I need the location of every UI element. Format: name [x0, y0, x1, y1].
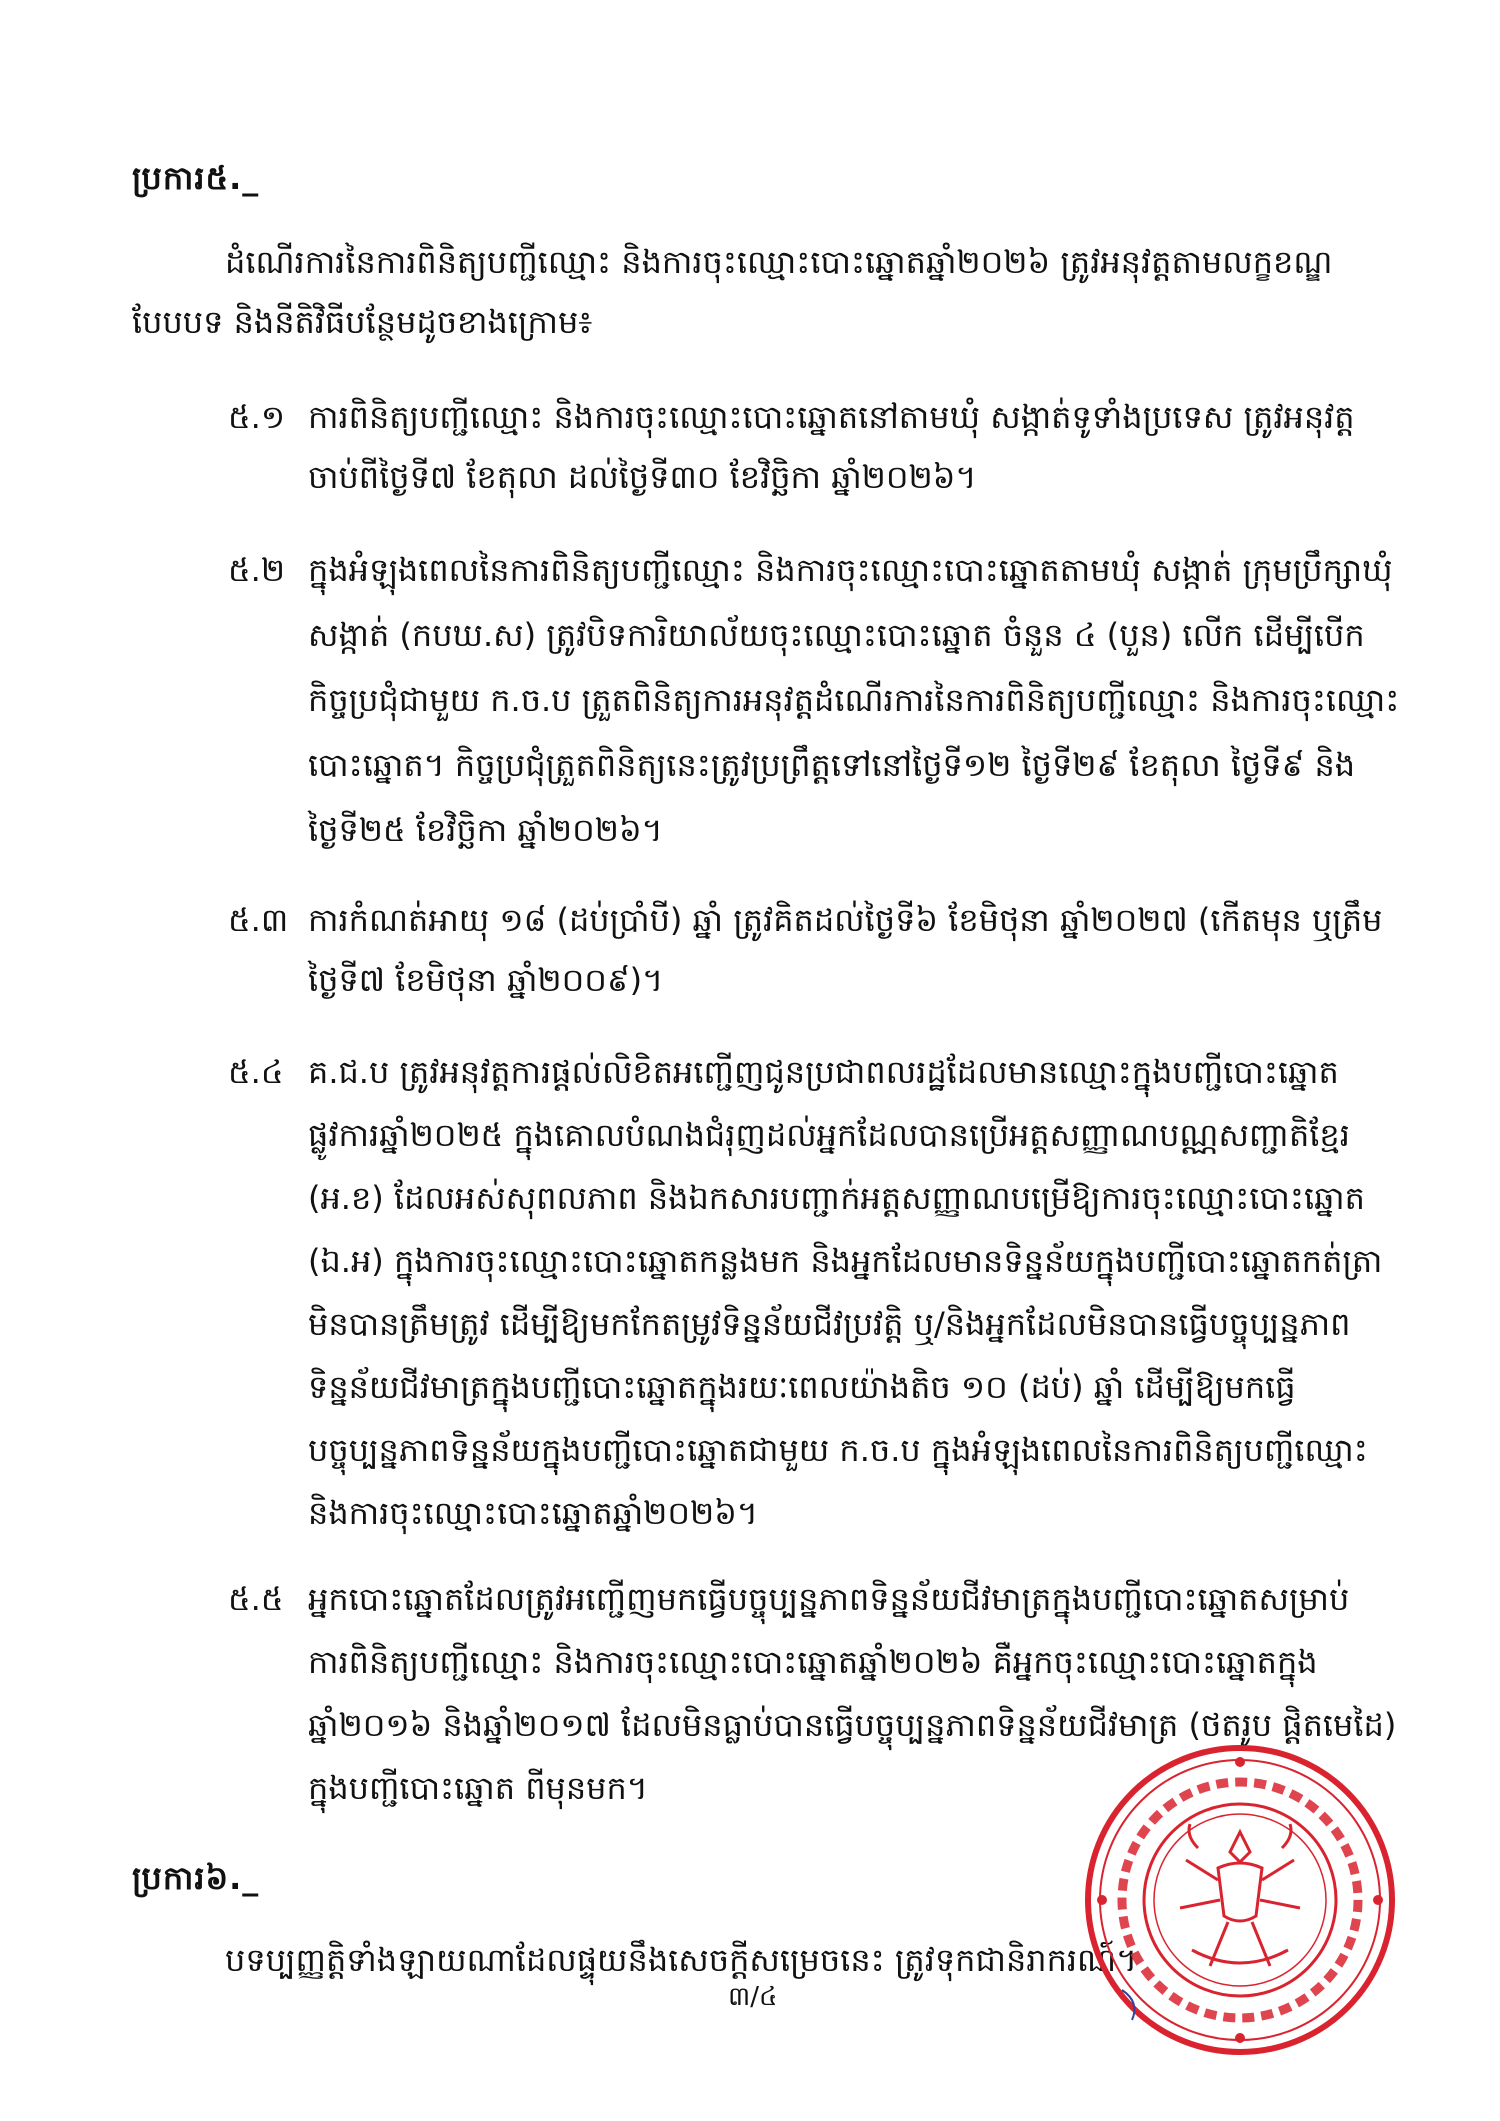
item-number-5-3: ៥.៣ — [228, 901, 289, 939]
item-5-2-line-4: បោះឆ្នោត។ កិច្ចប្រជុំត្រួតពិនិត្យនេះត្រូវប្រព្រឹត្តទៅនៅថ្ងៃទី១២ ថ្ងៃទី២៩ ខែតុលា ថ្ងៃទី៩ និង — [308, 746, 1356, 784]
item-5-4-line-8: និងការចុះឈ្មោះបោះឆ្នោតឆ្នាំ២០២៦។ — [308, 1494, 758, 1532]
item-5-4-line-6: ទិន្នន័យជីវមាត្រក្នុងបញ្ជីបោះឆ្នោតក្នុងរយៈពេលយ៉ាងតិច ១០ (ដប់) ឆ្នាំ ដើម្បីឱ្យមកធ្វើ — [308, 1368, 1296, 1406]
item-5-2-line-1: ក្នុងអំឡុងពេលនៃការពិនិត្យបញ្ជីឈ្មោះ និងការចុះឈ្មោះបោះឆ្នោតតាមឃុំ សង្កាត់ ក្រុមប្រឹក្សាឃុំ — [308, 551, 1393, 589]
item-5-4-line-1: គ.ជ.ប ត្រូវអនុវត្តការផ្តល់លិខិតអញ្ជើញជូនប្រជាពលរដ្ឋដែលមានឈ្មោះក្នុងបញ្ជីបោះឆ្នោត — [308, 1053, 1339, 1091]
item-5-2-line-3: កិច្ចប្រជុំជាមួយ ក.ច.ប ត្រួតពិនិត្យការអនុវត្តដំណើរការនៃការពិនិត្យបញ្ជីឈ្មោះ និងការចុះឈ្មោះ — [308, 681, 1400, 719]
item-5-1-line-2: ចាប់ពីថ្ងៃទី៧ ខែតុលា ដល់ថ្ងៃទី៣០ ខែវិច្ឆិកា ឆ្នាំ២០២៦។ — [308, 458, 977, 496]
item-5-4-line-3: (អ.ខ) ដែលអស់សុពលភាព និងឯកសារបញ្ជាក់អត្តសញ្ញាណបម្រើឱ្យការចុះឈ្មោះបោះឆ្នោត — [308, 1179, 1365, 1217]
item-5-1-line-1: ការពិនិត្យបញ្ជីឈ្មោះ និងការចុះឈ្មោះបោះឆ្នោតនៅតាមឃុំ សង្កាត់ទូទាំងប្រទេស ត្រូវអនុវត្ត — [308, 398, 1355, 436]
article-6-text: បទប្បញ្ញត្តិទាំងឡាយណាដែលផ្ទុយនឹងសេចក្តីសម្រេចនេះ ត្រូវទុកជានិរាករណ៍។ — [225, 1941, 1138, 1979]
article-6-title: ប្រការ៦._ — [132, 1859, 260, 1897]
item-5-5-line-1: អ្នកបោះឆ្នោតដែលត្រូវអញ្ជើញមកធ្វើបច្ចុប្បន្នភាពទិន្នន័យជីវមាត្រក្នុងបញ្ជីបោះឆ្នោតសម្រាប់ — [308, 1580, 1350, 1618]
item-number-5-4: ៥.៤ — [228, 1053, 284, 1091]
article-5-title: ប្រការ៥._ — [132, 159, 260, 197]
item-5-5-line-4: ក្នុងបញ្ជីបោះឆ្នោត ពីមុនមក។ — [308, 1769, 648, 1807]
item-5-5-line-3: ឆ្នាំ២០១៦ និងឆ្នាំ២០១៧ ដែលមិនធ្លាប់បានធ្វើបច្ចុប្បន្នភាពទិន្នន័យជីវមាត្រ (ថតរូប ផ្តិតមេដៃ) — [308, 1706, 1397, 1744]
article-5-intro-line-2: បែបបទ និងនីតិវិធីបន្ថែមដូចខាងក្រោម៖ — [132, 303, 593, 341]
item-5-4-line-2: ផ្លូវការឆ្នាំ២០២៥ ក្នុងគោលបំណងជំរុញដល់អ្នកដែលបានប្រើអត្តសញ្ញាណបណ្ណសញ្ជាតិខ្មែរ — [308, 1116, 1350, 1154]
item-5-2-line-2: សង្កាត់ (កបឃ.ស) ត្រូវបិទការិយាល័យចុះឈ្មោះបោះឆ្នោត ចំនួន ៤ (បួន) លើក ដើម្បីបើក — [308, 616, 1365, 654]
item-number-5-5: ៥.៥ — [228, 1580, 284, 1618]
page-number: ៣/៤ — [728, 1982, 778, 2012]
item-5-4-line-7: បច្ចុប្បន្នភាពទិន្នន័យក្នុងបញ្ជីបោះឆ្នោតជាមួយ ក.ច.ប ក្នុងអំឡុងពេលនៃការពិនិត្យបញ្ជីឈ្មោះ — [308, 1431, 1368, 1469]
item-5-3-line-2: ថ្ងៃទី៧ ខែមិថុនា ឆ្នាំ២០០៩)។ — [308, 961, 664, 999]
item-number-5-1: ៥.១ — [228, 398, 286, 436]
item-number-5-2: ៥.២ — [228, 551, 286, 589]
item-5-4-line-4: (ឯ.អ) ក្នុងការចុះឈ្មោះបោះឆ្នោតកន្លងមក និងអ្នកដែលមានទិន្នន័យក្នុងបញ្ជីបោះឆ្នោតកត់ត្រា — [308, 1242, 1383, 1280]
item-5-4-line-5: មិនបានត្រឹមត្រូវ ដើម្បីឱ្យមកកែតម្រូវទិន្នន័យជីវប្រវត្តិ ឬ/និងអ្នកដែលមិនបានធ្វើបច្ចុប្បន្នភាព — [308, 1305, 1351, 1343]
official-seal-icon — [1080, 1740, 1400, 2060]
item-5-2-line-5: ថ្ងៃទី២៥ ខែវិច្ឆិកា ឆ្នាំ២០២៦។ — [308, 811, 663, 849]
item-5-3-line-1: ការកំណត់អាយុ ១៨ (ដប់ប្រាំបី) ឆ្នាំ ត្រូវគិតដល់ថ្ងៃទី៦ ខែមិថុនា ឆ្នាំ២០២៧ (កើតមុន ឬត្រឹម — [308, 901, 1383, 939]
item-5-5-line-2: ការពិនិត្យបញ្ជីឈ្មោះ និងការចុះឈ្មោះបោះឆ្នោតឆ្នាំ២០២៦ គឺអ្នកចុះឈ្មោះបោះឆ្នោតក្នុង — [308, 1643, 1318, 1681]
article-5-intro-line-1: ដំណើរការនៃការពិនិត្យបញ្ជីឈ្មោះ និងការចុះឈ្មោះបោះឆ្នោតឆ្នាំ២០២៦ ត្រូវអនុវត្តតាមលក្ខខណ្ឌ — [225, 243, 1333, 281]
